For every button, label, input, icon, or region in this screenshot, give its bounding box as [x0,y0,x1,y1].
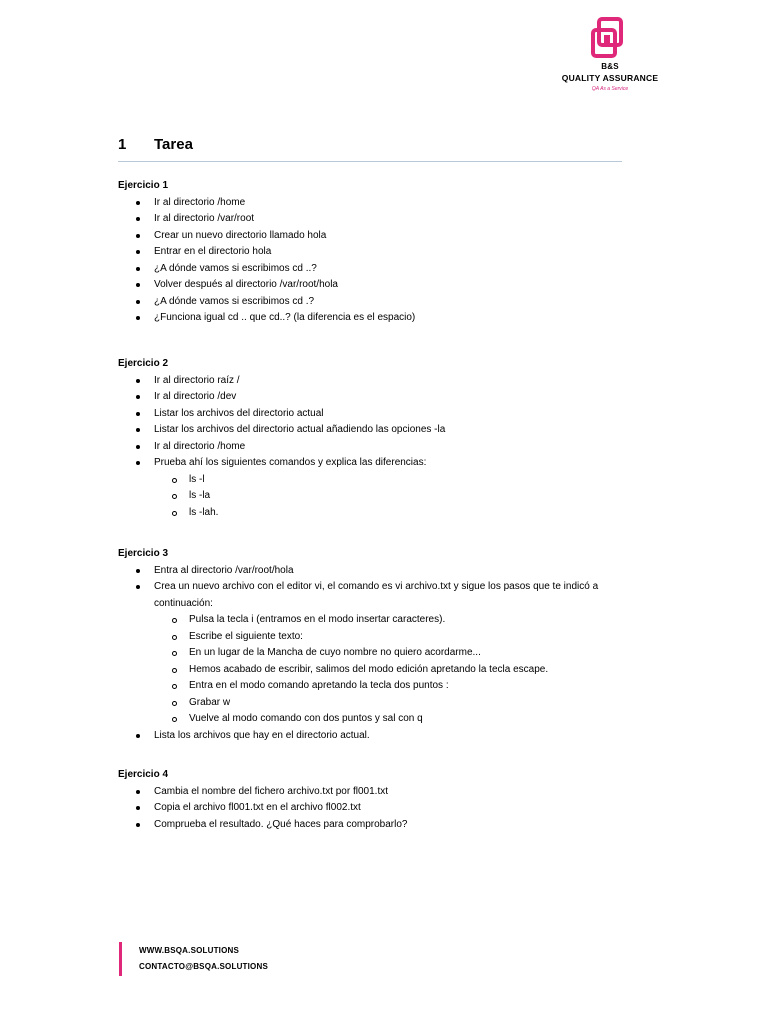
list-item: Ir al directorio /var/root [118,211,638,228]
sublist-item: ls -la [154,488,638,505]
list-item: Comprueba el resultado. ¿Qué haces para comprobarlo? [118,817,638,834]
list-item: Listar los archivos del directorio actual añadiendo las opciones -la [118,422,638,439]
exercise-title: Ejercicio 4 [118,769,169,780]
sublist-item: Entra en el modo comando apretando la tecla dos puntos : [154,678,638,695]
list-item: Crear un nuevo directorio llamado hola [118,228,638,245]
list-item: Ir al directorio /home [118,195,638,212]
sublist [154,472,638,522]
heading-number: 1 [118,136,127,153]
footer-accent-bar [119,942,122,976]
list-item: ¿A dónde vamos si escribimos cd .? [118,294,638,311]
exercise-title: Ejercicio 2 [118,358,169,369]
list-item: Listar los archivos del directorio actual [118,406,638,423]
list-item: Ir al directorio raíz / [118,373,638,390]
list-item-text: Prueba ahí los siguientes comandos y explica las diferencias: [154,457,427,468]
sublist-item: Vuelve al modo comando con dos puntos y sal con q [154,711,638,728]
sublist-item: En un lugar de la Mancha de cuyo nombre no quiero acordarme... [154,645,638,662]
list-item: Entrar en el directorio hola [118,244,638,261]
exercise-1 [118,178,638,327]
sublist-item: ls -l [154,472,638,489]
heading-title: Tarea [154,136,193,153]
list-item: Ir al directorio /home [118,439,638,456]
sublist-item: Pulsa la tecla i (entramos en el modo insertar caracteres). [154,612,638,629]
list-item: Volver después al directorio /var/root/hola [118,277,638,294]
sublist [154,612,638,728]
logo-brand-line1: B&S [601,62,619,71]
list-item: Copia el archivo fl001.txt en el archivo fl002.txt [118,800,638,817]
list-item: Ir al directorio /dev [118,389,638,406]
list-item [118,455,638,521]
exercise-3 [118,546,638,744]
sublist-item: Grabar w [154,695,638,712]
exercise-2-list [118,373,638,522]
sublist-item: ls -lah. [154,505,638,522]
company-logo [548,10,672,96]
footer-email: CONTACTO@BSQA.SOLUTIONS [139,962,268,971]
sublist-item: Hemos acabado de escribir, salimos del modo edición apretando la tecla escape. [154,662,638,679]
footer-website: WWW.BSQA.SOLUTIONS [139,946,240,955]
exercise-3-list [118,563,638,745]
exercise-title: Ejercicio 1 [118,180,169,191]
list-item: Lista los archivos que hay en el directorio actual. [118,728,638,745]
logo-tagline: QA As a Service [591,86,629,92]
exercise-4-list [118,784,638,834]
list-item: Cambia el nombre del fichero archivo.txt por fl001.txt [118,784,638,801]
sublist-item: Escribe el siguiente texto: [154,629,638,646]
logo-mark-icon [588,16,630,60]
list-item [118,579,638,728]
exercise-1-list [118,195,638,327]
section-heading [118,136,622,162]
exercise-4 [118,767,638,833]
list-item: Entra al directorio /var/root/hola [118,563,638,580]
exercise-title: Ejercicio 3 [118,548,169,559]
list-item-text: Crea un nuevo archivo con el editor vi, el comando es vi archivo.txt y sigue los pasos que te indicó a continuación: [154,581,599,609]
logo-brand-line2: QUALITY ASSURANCE [561,73,659,83]
list-item: ¿A dónde vamos si escribimos cd ..? [118,261,638,278]
exercise-2 [118,356,638,521]
list-item: ¿Funciona igual cd .. que cd..? (la diferencia es el espacio) [118,310,638,327]
